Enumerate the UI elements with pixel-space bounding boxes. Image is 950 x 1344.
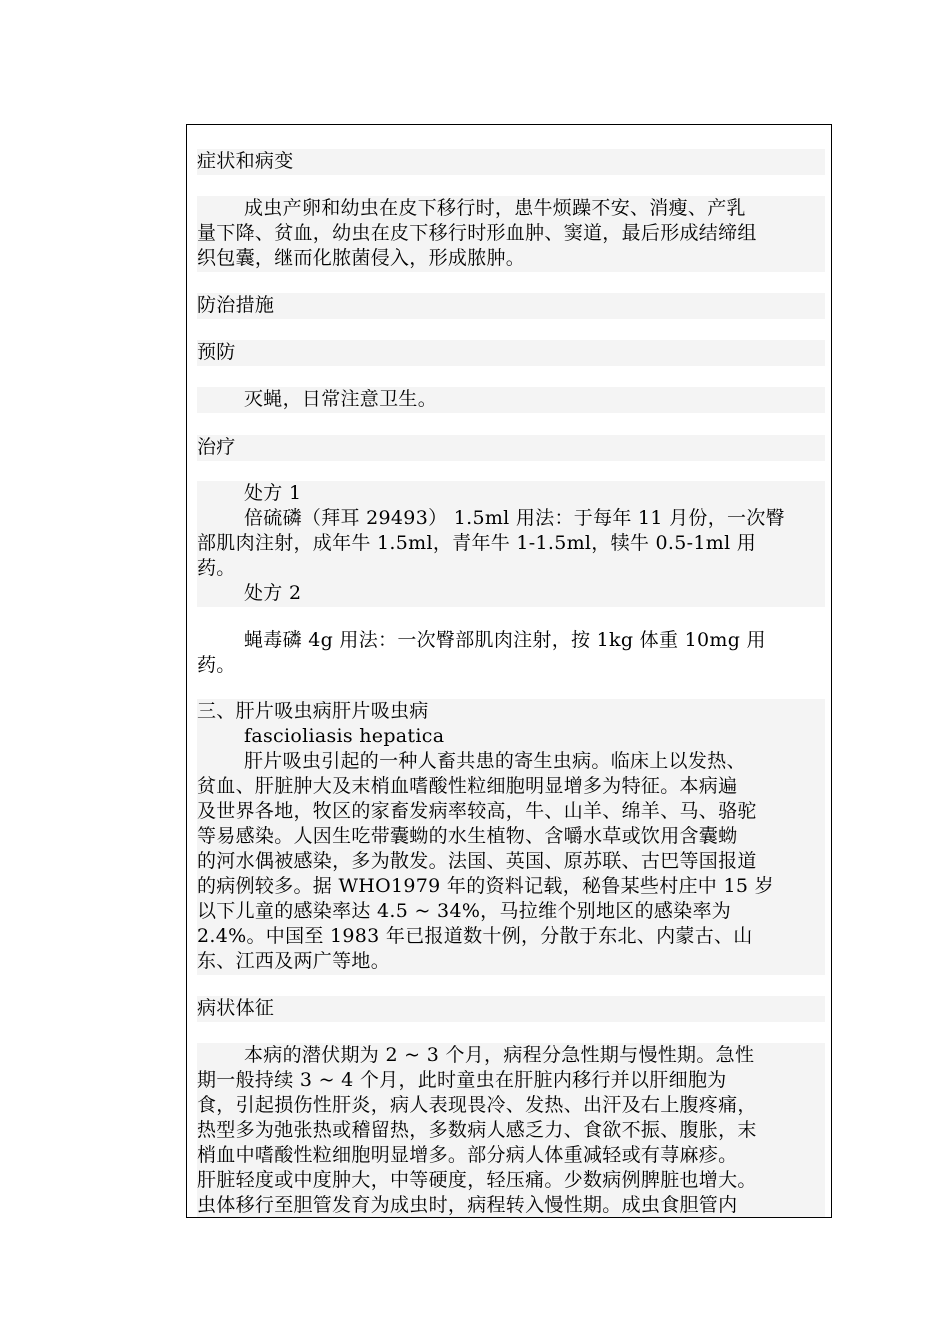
document-frame — [186, 124, 832, 1218]
paragraph-line: 的河水偶被感染，多为散发。法国、英国、原苏联、古巴等国报道 — [197, 850, 757, 872]
paragraph-line: 织包囊，继而化脓菌侵入，形成脓肿。 — [197, 247, 526, 269]
paragraph-line: 食，引起损伤性肝炎，病人表现畏冷、发热、出汗及右上腹疼痛， — [197, 1094, 757, 1116]
paragraph-line: 灭蝇，日常注意卫生。 — [244, 388, 438, 410]
signs-heading: 病状体征 — [197, 997, 275, 1019]
control-heading-block — [197, 293, 825, 319]
paragraph-line: 肝片吸虫引起的一种人畜共患的寄生虫病。临床上以发热、 — [244, 750, 746, 772]
fasciola-section — [197, 699, 825, 975]
paragraph-line: 量下降、贫血，幼虫在皮下移行时形血肿、窦道，最后形成结缔组 — [197, 222, 757, 244]
section-title: 三、肝片吸虫病肝片吸虫病 — [197, 700, 429, 722]
paragraph-line: 蝇毒磷 4g 用法：一次臀部肌肉注射，按 1kg 体重 10mg 用 — [244, 629, 766, 651]
rx2-body — [197, 628, 825, 680]
treatment-heading-block — [197, 435, 825, 461]
paragraph-line: 药。 — [197, 557, 236, 579]
paragraph-line: 2.4%。中国至 1983 年已报道数十例，分散于东北、内蒙古、山 — [197, 925, 753, 947]
paragraph-line: 的病例较多。据 WHO1979 年的资料记载，秘鲁某些村庄中 15 岁 — [197, 875, 774, 897]
paragraph-line: 东、江西及两广等地。 — [197, 950, 391, 972]
paragraph-line: 期一般持续 3 ~ 4 个月，此时童虫在肝脏内移行并以肝细胞为 — [197, 1069, 727, 1091]
symptoms-heading: 症状和病变 — [197, 150, 294, 172]
paragraph-line: 以下儿童的感染率达 4.5 ~ 34%，马拉维个别地区的感染率为 — [197, 900, 732, 922]
paragraph-line: 部肌肉注射，成年牛 1.5ml，青年牛 1-1.5ml，犊牛 0.5-1ml 用 — [197, 532, 757, 554]
paragraph-line: 及世界各地，牧区的家畜发病率较高，牛、山羊、绵羊、马、骆驼 — [197, 800, 757, 822]
symptoms-heading-block — [197, 149, 825, 175]
prevention-body — [197, 387, 825, 413]
paragraph-line: 肝脏轻度或中度肿大，中等硬度，轻压痛。少数病例脾脏也增大。 — [197, 1169, 757, 1191]
symptoms-body — [197, 196, 825, 272]
rx1-title: 处方 1 — [244, 482, 302, 504]
paragraph-line: 热型多为弛张热或稽留热，多数病人感乏力、食欲不振、腹胀，末 — [197, 1119, 757, 1141]
paragraph-line: 倍硫磷（拜耳 29493） 1.5ml 用法：于每年 11 月份，一次臀 — [244, 507, 785, 529]
paragraph-line: 虫体移行至胆管发育为成虫时，病程转入慢性期。成虫食胆管内 — [197, 1194, 738, 1216]
treatment-heading: 治疗 — [197, 436, 236, 458]
paragraph-line: 成虫产卵和幼虫在皮下移行时，患牛烦躁不安、消瘦、产乳 — [244, 197, 746, 219]
prevention-heading: 预防 — [197, 341, 236, 363]
rx2-title: 处方 2 — [244, 582, 302, 604]
paragraph-line: 贫血、肝脏肿大及末梢血嗜酸性粒细胞明显增多为特征。本病遍 — [197, 775, 738, 797]
latin-name: fascioliasis hepatica — [244, 725, 445, 747]
control-heading: 防治措施 — [197, 294, 275, 316]
prescriptions-block — [197, 481, 825, 607]
paragraph-line: 等易感染。人因生吃带囊蚴的水生植物、含嚼水草或饮用含囊蚴 — [197, 825, 738, 847]
paragraph-line: 本病的潜伏期为 2 ~ 3 个月，病程分急性期与慢性期。急性 — [244, 1044, 755, 1066]
paragraph-line: 梢血中嗜酸性粒细胞明显增多。部分病人体重减轻或有荨麻疹。 — [197, 1144, 738, 1166]
paragraph-line: 药。 — [197, 654, 236, 676]
prevention-heading-block — [197, 340, 825, 366]
signs-body — [197, 1043, 825, 1218]
signs-heading-block — [197, 996, 825, 1022]
